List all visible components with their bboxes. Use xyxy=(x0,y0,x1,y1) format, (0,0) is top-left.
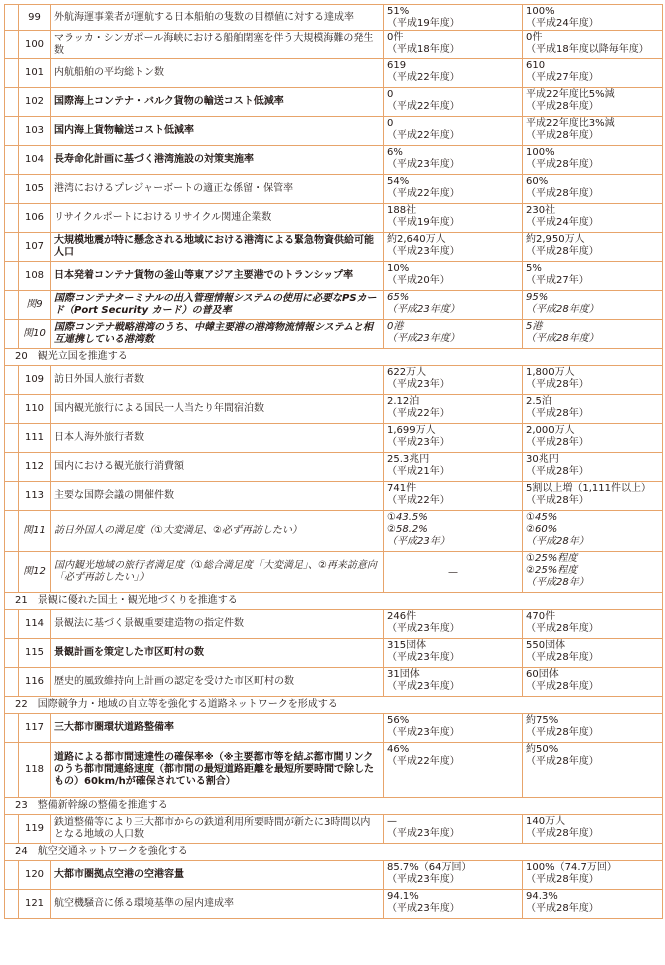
indicator-name: 国内における観光旅行消費額 xyxy=(51,453,384,482)
target-line: ②60% xyxy=(526,524,558,535)
row-indent xyxy=(5,320,19,349)
baseline-value xyxy=(384,861,523,890)
baseline-line: （平成23年度） xyxy=(387,652,460,663)
target-line: （平成28年度） xyxy=(526,623,599,634)
indicator-number: 関11 xyxy=(19,511,51,552)
indicator-name: 三大都市圏環状道路整備率 xyxy=(51,714,384,743)
target-line: 100% xyxy=(526,147,555,158)
baseline-line: 0件 xyxy=(387,32,404,43)
indicator-row xyxy=(5,5,663,31)
indicator-name: 国際コンテナターミナルの出入管理情報システムの使用に必要なPSカード（Port Security カード）の普及率 xyxy=(51,291,384,320)
target-line: 140万人 xyxy=(526,816,566,827)
row-indent xyxy=(5,117,19,146)
baseline-value xyxy=(384,146,523,175)
target-line: ①45% xyxy=(526,512,558,523)
target-line: 2.5泊 xyxy=(526,396,552,407)
section-header-row xyxy=(5,349,663,366)
indicator-row xyxy=(5,117,663,146)
target-value xyxy=(523,668,663,697)
target-line: （平成28年） xyxy=(526,495,589,506)
baseline-line: （平成23年度） xyxy=(387,828,460,839)
row-indent xyxy=(5,146,19,175)
baseline-line: 約2,640万人 xyxy=(387,234,446,245)
baseline-value xyxy=(384,366,523,395)
baseline-line: 619 xyxy=(387,60,407,71)
target-line: 100% xyxy=(526,6,555,17)
baseline-value xyxy=(384,291,523,320)
baseline-line: （平成19年度） xyxy=(387,18,460,29)
target-line: （平成18年度以降毎年度） xyxy=(526,44,649,55)
row-indent xyxy=(5,233,19,262)
baseline-line: ②58.2% xyxy=(387,524,428,535)
indicator-row xyxy=(5,890,663,919)
baseline-line: 0 xyxy=(387,118,394,129)
baseline-line: （平成23年度） xyxy=(387,681,460,692)
baseline-line: 741件 xyxy=(387,483,417,494)
target-value xyxy=(523,815,663,844)
baseline-line: （平成22年） xyxy=(387,408,450,419)
target-line: （平成28年） xyxy=(526,536,589,547)
indicator-name: 日本人海外旅行者数 xyxy=(51,424,384,453)
indicator-number: 108 xyxy=(19,262,51,291)
row-indent xyxy=(5,366,19,395)
row-indent xyxy=(5,424,19,453)
indicator-name: 内航船舶の平均総トン数 xyxy=(51,59,384,88)
baseline-line: （平成21年） xyxy=(387,466,450,477)
target-line: 約50% xyxy=(526,744,559,755)
target-line: 5% xyxy=(526,263,542,274)
indicator-row xyxy=(5,175,663,204)
section-header-row xyxy=(5,593,663,610)
target-value xyxy=(523,424,663,453)
indicator-number: 115 xyxy=(19,639,51,668)
baseline-line: 65% xyxy=(387,292,410,303)
target-line: （平成28年度） xyxy=(526,828,599,839)
indicator-row xyxy=(5,146,663,175)
indicator-number: 関9 xyxy=(19,291,51,320)
target-value xyxy=(523,117,663,146)
baseline-line: （平成23年度） xyxy=(387,246,460,257)
indicator-number: 117 xyxy=(19,714,51,743)
target-line: 230社 xyxy=(526,205,556,216)
section-header-row xyxy=(5,798,663,815)
indicator-number: 121 xyxy=(19,890,51,919)
baseline-line: （平成22年度） xyxy=(387,101,460,112)
target-line: （平成28年度） xyxy=(526,101,599,112)
target-value xyxy=(523,59,663,88)
baseline-line: （平成23年） xyxy=(387,379,450,390)
baseline-line: — xyxy=(387,816,397,827)
row-indent xyxy=(5,31,19,59)
section-title: 24 航空交通ネットワークを強化する xyxy=(5,844,663,861)
target-value xyxy=(523,366,663,395)
indicator-name: 港湾におけるプレジャーボートの適正な係留・保管率 xyxy=(51,175,384,204)
target-line: （平成28年度） xyxy=(526,246,599,257)
section-title: 20 観光立国を推進する xyxy=(5,349,663,366)
indicator-row xyxy=(5,366,663,395)
baseline-line: 188社 xyxy=(387,205,417,216)
baseline-line: 0 xyxy=(387,89,394,100)
target-line: （平成28年度） xyxy=(526,333,599,344)
baseline-value xyxy=(384,320,523,349)
target-line: ②25%程度 xyxy=(526,565,578,576)
baseline-line: 31団体 xyxy=(387,669,420,680)
target-line: （平成28年度） xyxy=(526,188,599,199)
baseline-line: 94.1% xyxy=(387,891,419,902)
indicator-name: 鉄道整備等により三大都市からの鉄道利用所要時間が新たに3時間以内となる地域の人口数 xyxy=(51,815,384,844)
baseline-line: （平成23年度） xyxy=(387,903,460,914)
indicator-name: 主要な国際会議の開催件数 xyxy=(51,482,384,511)
indicator-number: 116 xyxy=(19,668,51,697)
baseline-line: （平成18年度） xyxy=(387,44,460,55)
baseline-value xyxy=(384,117,523,146)
indicator-number: 101 xyxy=(19,59,51,88)
indicator-row xyxy=(5,610,663,639)
baseline-line: （平成23年） xyxy=(387,437,450,448)
baseline-line: （平成22年度） xyxy=(387,188,460,199)
baseline-line: （平成23年度） xyxy=(387,304,460,315)
target-line: （平成28年度） xyxy=(526,756,599,767)
indicator-name: 景観法に基づく景観重要建造物の指定件数 xyxy=(51,610,384,639)
target-line: （平成28年） xyxy=(526,408,589,419)
section-header-row xyxy=(5,844,663,861)
baseline-value xyxy=(384,890,523,919)
target-line: 610 xyxy=(526,60,546,71)
target-line: （平成28年度） xyxy=(526,903,599,914)
row-indent xyxy=(5,262,19,291)
target-value xyxy=(523,146,663,175)
indicator-name: 国際海上コンテナ・バルク貨物の輸送コスト低減率 xyxy=(51,88,384,117)
indicator-row xyxy=(5,291,663,320)
baseline-value xyxy=(384,395,523,424)
row-indent xyxy=(5,668,19,697)
baseline-value xyxy=(384,88,523,117)
baseline-value xyxy=(384,233,523,262)
baseline-line: 85.7%（64万回） xyxy=(387,862,472,873)
indicator-row xyxy=(5,482,663,511)
row-indent xyxy=(5,511,19,552)
target-line: （平成27年） xyxy=(526,275,589,286)
baseline-value xyxy=(384,714,523,743)
indicator-number: 104 xyxy=(19,146,51,175)
row-indent xyxy=(5,861,19,890)
baseline-value xyxy=(384,204,523,233)
target-value xyxy=(523,714,663,743)
indicator-row xyxy=(5,668,663,697)
baseline-line: （平成22年度） xyxy=(387,756,460,767)
row-indent xyxy=(5,453,19,482)
target-line: 5割以上増（1,111件以上） xyxy=(526,483,651,494)
target-value xyxy=(523,552,663,593)
baseline-line: 54% xyxy=(387,176,410,187)
section-title: 22 国際競争力・地域の自立等を強化する道路ネットワークを形成する xyxy=(5,697,663,714)
row-indent xyxy=(5,743,19,798)
target-line: 100%（74.7万回） xyxy=(526,862,617,873)
baseline-line: （平成20年） xyxy=(387,275,450,286)
baseline-value xyxy=(384,639,523,668)
row-indent xyxy=(5,395,19,424)
indicator-number: 110 xyxy=(19,395,51,424)
baseline-line: 2.12泊 xyxy=(387,396,420,407)
indicator-row xyxy=(5,204,663,233)
target-line: 60% xyxy=(526,176,549,187)
section-title: 21 景観に優れた国土・観光地づくりを推進する xyxy=(5,593,663,610)
target-line: 約75% xyxy=(526,715,559,726)
indicator-row xyxy=(5,453,663,482)
indicator-name: 大都市圏拠点空港の空港容量 xyxy=(51,861,384,890)
target-value xyxy=(523,291,663,320)
target-value xyxy=(523,175,663,204)
target-line: 平成22年度比3%減 xyxy=(526,118,615,129)
indicator-number: 120 xyxy=(19,861,51,890)
baseline-line: 25.3兆円 xyxy=(387,454,430,465)
target-line: 94.3% xyxy=(526,891,558,902)
indicator-row xyxy=(5,815,663,844)
indicator-name: 日本発着コンテナ貨物の釜山等東アジア主要港でのトランシップ率 xyxy=(51,262,384,291)
section-title: 23 整備新幹線の整備を推進する xyxy=(5,798,663,815)
indicator-number: 100 xyxy=(19,31,51,59)
baseline-value xyxy=(384,424,523,453)
indicator-number: 関12 xyxy=(19,552,51,593)
target-value xyxy=(523,395,663,424)
target-line: （平成24年度） xyxy=(526,217,599,228)
baseline-value xyxy=(384,31,523,59)
target-line: （平成28年） xyxy=(526,379,589,390)
target-value xyxy=(523,890,663,919)
baseline-line: 246件 xyxy=(387,611,417,622)
target-line: （平成28年） xyxy=(526,466,589,477)
baseline-value xyxy=(384,175,523,204)
baseline-line: （平成22年度） xyxy=(387,130,460,141)
target-line: 平成22年度比5%減 xyxy=(526,89,615,100)
row-indent xyxy=(5,552,19,593)
indicator-row xyxy=(5,861,663,890)
target-line: （平成28年度） xyxy=(526,727,599,738)
baseline-line: （平成23年度） xyxy=(387,159,460,170)
baseline-value xyxy=(384,552,523,593)
target-line: （平成28年度） xyxy=(526,304,599,315)
baseline-line: ①43.5% xyxy=(387,512,428,523)
indicator-row xyxy=(5,262,663,291)
target-value xyxy=(523,5,663,31)
indicator-number: 106 xyxy=(19,204,51,233)
baseline-value xyxy=(384,743,523,798)
indicator-number: 関10 xyxy=(19,320,51,349)
section-header-row xyxy=(5,697,663,714)
indicator-row xyxy=(5,395,663,424)
target-value xyxy=(523,861,663,890)
target-value xyxy=(523,743,663,798)
indicator-name: 国内観光地域の旅行者満足度（①総合満足度「大変満足」、②再来訪意向「必ず再訪したい」） xyxy=(51,552,384,593)
baseline-value xyxy=(384,511,523,552)
row-indent xyxy=(5,815,19,844)
baseline-line: 622万人 xyxy=(387,367,427,378)
baseline-line: （平成23年） xyxy=(387,536,450,547)
target-line: 95% xyxy=(526,292,549,303)
baseline-line: 10% xyxy=(387,263,410,274)
target-line: （平成28年度） xyxy=(526,652,599,663)
target-value xyxy=(523,610,663,639)
indicator-name: 航空機騒音に係る環境基準の屋内達成率 xyxy=(51,890,384,919)
indicator-name: 国際コンテナ戦略港湾のうち、中韓主要港の港湾物流情報システムと相互連携している港湾数 xyxy=(51,320,384,349)
indicator-row xyxy=(5,714,663,743)
target-indicator-table xyxy=(4,4,663,919)
indicator-row xyxy=(5,743,663,798)
baseline-value xyxy=(384,815,523,844)
row-indent xyxy=(5,482,19,511)
baseline-line: （平成22年） xyxy=(387,495,450,506)
target-line: （平成28年度） xyxy=(526,681,599,692)
indicator-row xyxy=(5,511,663,552)
indicator-name: 景観計画を策定した市区町村の数 xyxy=(51,639,384,668)
row-indent xyxy=(5,59,19,88)
baseline-value xyxy=(384,482,523,511)
indicator-number: 112 xyxy=(19,453,51,482)
indicator-number: 105 xyxy=(19,175,51,204)
target-line: 5港 xyxy=(526,321,543,332)
indicator-name: 長寿命化計画に基づく港湾施設の対策実施率 xyxy=(51,146,384,175)
baseline-line: （平成23年度） xyxy=(387,623,460,634)
indicator-number: 119 xyxy=(19,815,51,844)
indicator-number: 118 xyxy=(19,743,51,798)
baseline-line: 56% xyxy=(387,715,410,726)
baseline-line: （平成23年度） xyxy=(387,874,460,885)
baseline-line: （平成19年度） xyxy=(387,217,460,228)
target-line: 2,000万人 xyxy=(526,425,575,436)
indicator-name: 歴史的風致維持向上計画の認定を受けた市区町村の数 xyxy=(51,668,384,697)
row-indent xyxy=(5,610,19,639)
indicator-row xyxy=(5,424,663,453)
baseline-value xyxy=(384,59,523,88)
target-line: （平成27年度） xyxy=(526,72,599,83)
indicator-row xyxy=(5,31,663,59)
indicator-number: 102 xyxy=(19,88,51,117)
indicator-number: 114 xyxy=(19,610,51,639)
target-line: 30兆円 xyxy=(526,454,559,465)
target-line: ①25%程度 xyxy=(526,553,578,564)
baseline-value xyxy=(384,262,523,291)
baseline-value xyxy=(384,610,523,639)
indicator-number: 111 xyxy=(19,424,51,453)
target-line: （平成28年） xyxy=(526,577,589,588)
target-value xyxy=(523,88,663,117)
indicator-row xyxy=(5,59,663,88)
target-line: （平成28年度） xyxy=(526,874,599,885)
row-indent xyxy=(5,639,19,668)
baseline-line: 0港 xyxy=(387,321,404,332)
indicator-name: 道路による都市間速達性の確保率※（※主要都市等を結ぶ都市間リンクのうち都市間連絡速度（都市間の最短道路距離を最短所要時間で除したもの）60km/hが確保されている割合） xyxy=(51,743,384,798)
indicator-name: 国内海上貨物輸送コスト低減率 xyxy=(51,117,384,146)
table-body xyxy=(5,5,663,919)
target-value xyxy=(523,453,663,482)
indicator-name: 訪日外国人の満足度（①大変満足、②必ず再訪したい） xyxy=(51,511,384,552)
target-value xyxy=(523,262,663,291)
target-line: （平成28年） xyxy=(526,437,589,448)
indicator-name: マラッカ・シンガポール海峡における船舶閉塞を伴う大規模海難の発生数 xyxy=(51,31,384,59)
baseline-line: 6% xyxy=(387,147,403,158)
baseline-line: 51% xyxy=(387,6,410,17)
indicator-number: 109 xyxy=(19,366,51,395)
baseline-value xyxy=(384,5,523,31)
row-indent xyxy=(5,88,19,117)
indicator-row xyxy=(5,88,663,117)
indicator-row xyxy=(5,320,663,349)
target-value xyxy=(523,31,663,59)
row-indent xyxy=(5,714,19,743)
indicator-name: 外航海運事業者が運航する日本船舶の隻数の目標値に対する達成率 xyxy=(51,5,384,31)
indicator-name: 訪日外国人旅行者数 xyxy=(51,366,384,395)
indicator-number: 113 xyxy=(19,482,51,511)
target-line: （平成28年度） xyxy=(526,159,599,170)
target-value xyxy=(523,320,663,349)
target-value xyxy=(523,639,663,668)
indicator-number: 103 xyxy=(19,117,51,146)
indicator-name: 国内観光旅行による国民一人当たり年間宿泊数 xyxy=(51,395,384,424)
target-line: 550団体 xyxy=(526,640,566,651)
indicator-name: 大規模地震が特に懸念される地域における港湾による緊急物資供給可能人口 xyxy=(51,233,384,262)
baseline-line: （平成23年度） xyxy=(387,727,460,738)
row-indent xyxy=(5,291,19,320)
target-line: （平成28年度） xyxy=(526,130,599,141)
target-line: 約2,950万人 xyxy=(526,234,585,245)
target-value xyxy=(523,482,663,511)
row-indent xyxy=(5,890,19,919)
baseline-line: （平成22年度） xyxy=(387,72,460,83)
indicator-name: リサイクルポートにおけるリサイクル関連企業数 xyxy=(51,204,384,233)
target-line: 0件 xyxy=(526,32,543,43)
baseline-value xyxy=(384,668,523,697)
row-indent xyxy=(5,204,19,233)
indicator-number: 107 xyxy=(19,233,51,262)
indicator-number: 99 xyxy=(19,5,51,31)
target-value xyxy=(523,233,663,262)
baseline-line: 1,699万人 xyxy=(387,425,436,436)
row-indent xyxy=(5,175,19,204)
baseline-line: 46% xyxy=(387,744,410,755)
baseline-line: 315団体 xyxy=(387,640,427,651)
target-value xyxy=(523,511,663,552)
target-line: 470件 xyxy=(526,611,556,622)
indicator-row xyxy=(5,639,663,668)
target-value xyxy=(523,204,663,233)
row-indent xyxy=(5,5,19,31)
baseline-value xyxy=(384,453,523,482)
baseline-line: （平成23年度） xyxy=(387,333,460,344)
target-line: （平成24年度） xyxy=(526,18,599,29)
target-line: 1,800万人 xyxy=(526,367,575,378)
target-line: 60団体 xyxy=(526,669,559,680)
indicator-row xyxy=(5,552,663,593)
indicator-row xyxy=(5,233,663,262)
baseline-line: — xyxy=(448,566,458,578)
